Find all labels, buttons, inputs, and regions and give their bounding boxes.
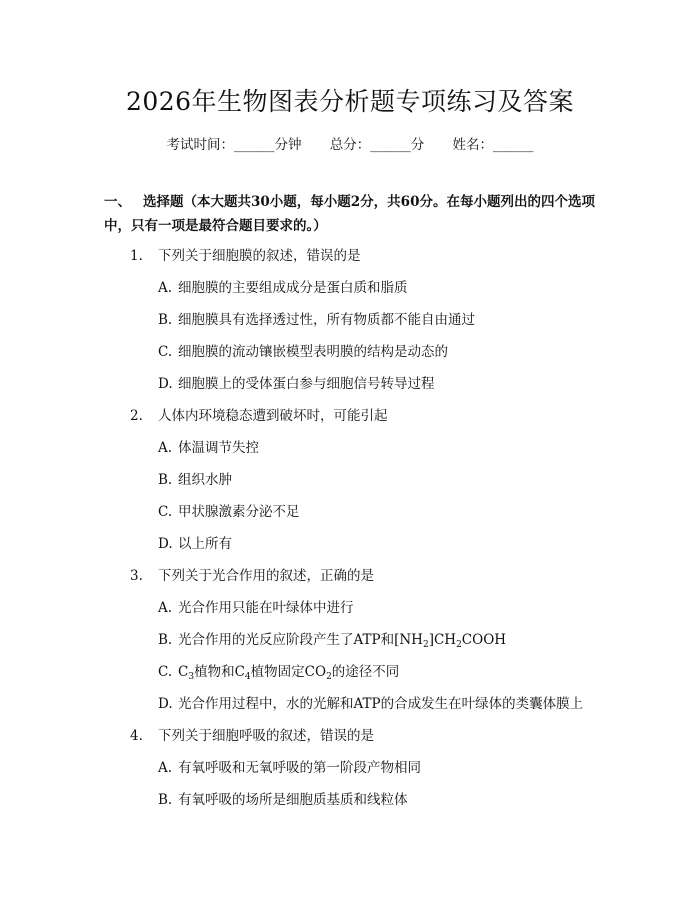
question-stem: 下列关于光合作用的叙述，正确的是: [158, 568, 374, 584]
option-letter: C.: [158, 664, 173, 680]
option-1c: [158, 340, 448, 360]
option-letter: B.: [158, 472, 173, 488]
option-text: $C_3$植物和$C_4$植物固定$CO_2$的途径不同: [178, 664, 400, 682]
option-4a: [158, 756, 421, 776]
option-text: 以上所有: [178, 536, 232, 552]
option-letter: A.: [158, 760, 173, 776]
option-letter: C.: [158, 504, 173, 520]
question-3: [130, 564, 374, 584]
option-3d: [158, 692, 583, 712]
question-stem: 下列关于细胞呼吸的叙述，错误的是: [158, 728, 374, 744]
option-letter: B.: [158, 312, 173, 328]
section-number: 一、: [104, 194, 131, 210]
exam-score: 总分：______分: [329, 137, 425, 153]
option-2c: [158, 500, 300, 520]
option-letter: A.: [158, 440, 173, 456]
option-letter: A.: [158, 600, 173, 616]
question-4: [130, 724, 374, 744]
question-stem: 下列关于细胞膜的叙述，错误的是: [158, 248, 361, 264]
question-number: 1.: [130, 248, 143, 264]
question-stem: 人体内环境稳态遭到破坏时，可能引起: [158, 408, 388, 424]
option-letter: B.: [158, 792, 173, 808]
option-text: 细胞膜的流动镶嵌模型表明膜的结构是动态的: [178, 344, 448, 360]
option-text: 光合作用的光反应阶段产生了ATP和$[NH_2]CH_2COOH$: [178, 632, 507, 650]
option-4b: [158, 788, 408, 808]
option-1a: [158, 276, 408, 296]
option-text: 组织水肿: [178, 472, 232, 488]
option-letter: D.: [158, 376, 173, 392]
exam-time: 考试时间：______分钟: [166, 137, 302, 153]
question-1: [130, 244, 361, 264]
student-name: 姓名：______: [452, 137, 534, 153]
question-number: 4.: [130, 728, 143, 744]
option-text: 有氧呼吸的场所是细胞质基质和线粒体: [178, 792, 408, 808]
question-number: 3.: [130, 568, 143, 584]
option-text: 光合作用过程中，水的光解和ATP的合成发生在叶绿体的类囊体膜上: [178, 696, 584, 712]
option-text: 有氧呼吸和无氧呼吸的第一阶段产物相同: [178, 760, 421, 776]
option-text: 体温调节失控: [178, 440, 259, 456]
option-letter: A.: [158, 280, 173, 296]
option-3b: [158, 628, 506, 648]
option-letter: C.: [158, 344, 173, 360]
option-text: 细胞膜具有选择透过性，所有物质都不能自由通过: [178, 312, 475, 328]
page-title: 2026年生物图表分析题专项练习及答案: [125, 87, 575, 116]
option-text: 细胞膜的主要组成成分是蛋白质和脂质: [178, 280, 408, 296]
option-letter: D.: [158, 536, 173, 552]
option-text: 光合作用只能在叶绿体中进行: [178, 600, 354, 616]
exam-meta: [0, 133, 700, 153]
option-3a: [158, 596, 354, 616]
option-2b: [158, 468, 232, 488]
option-text: 甲状腺激素分泌不足: [178, 504, 300, 520]
option-1b: [158, 308, 475, 328]
option-letter: D.: [158, 696, 173, 712]
question-2: [130, 404, 388, 424]
option-3c: [158, 660, 399, 680]
option-2d: [158, 532, 232, 552]
section-text: 选择题（本大题共30小题，每小题2分，共60分。在每小题列出的四个选项中，只有一项是最符合题目要求的。）: [104, 194, 595, 234]
option-text: 细胞膜上的受体蛋白参与细胞信号转导过程: [178, 376, 435, 392]
option-2a: [158, 436, 259, 456]
option-letter: B.: [158, 632, 173, 648]
question-number: 2.: [130, 408, 143, 424]
option-1d: [158, 372, 435, 392]
section-heading: [104, 190, 604, 238]
